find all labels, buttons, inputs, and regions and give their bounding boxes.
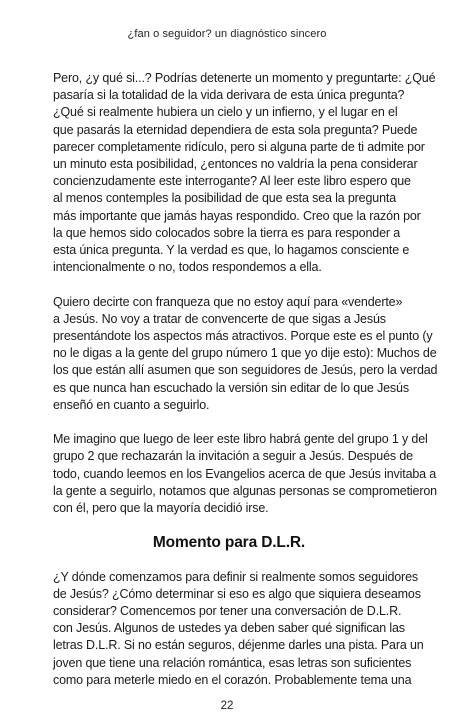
text-line: a Jesús. No voy a tratar de convencerte de que sigas a Jesús (53, 311, 386, 326)
text-line: no le digas a la gente del grupo número 1 que yo dije esto): Muchos de (53, 346, 437, 361)
text-line: intencionalmente o no, todos respondemos a ella. (53, 260, 322, 275)
paragraph-2 (53, 294, 438, 414)
text-line: como para meterle miedo en el corazón. Probablemente tema una (53, 672, 412, 687)
page-number: 22 (220, 700, 234, 712)
text-line: la gente a seguirlo, notamos que algunas personas se comprometieron (53, 483, 437, 498)
body-text (53, 70, 438, 706)
text-line: considerar? Comencemos por tener una conversación de D.L.R. (53, 604, 402, 619)
text-line: parecer completamente ridículo, pero si alguna parte de ti admite por (53, 139, 425, 154)
text-line: con él, pero que la mayoría decidió irse. (53, 501, 269, 516)
text-line: joven que tiene una relación romántica, esas letras son suficientes (53, 655, 412, 670)
text-line: todo, cuando leemos en los Evangelios acerca de que Jesús invitaba a (53, 466, 437, 481)
paragraph-3 (53, 431, 437, 517)
text-line: pasaría si la totalidad de la vida derivara de esta única pregunta? (53, 88, 405, 103)
text-line: la que hemos sido colocados sobre la tierra es para responder a (53, 225, 401, 240)
text-line: que pasarás la eternidad dependiera de esta sola pregunta? Puede (53, 122, 418, 137)
text-line: es que nunca han escuchado la versión sin editar de lo que Jesús (53, 380, 409, 395)
text-line: presentándote los aspectos más atractivos. Porque este es el punto (y (53, 329, 433, 344)
paragraph-1 (53, 70, 436, 276)
text-line: Pero, ¿y qué si...? Podrías detenerte un momento y preguntarte: ¿Qué (53, 71, 436, 85)
text-line: grupo 2 que rechazarán la invitación a seguir a Jesús. Después de (53, 449, 413, 464)
text-line: con Jesús. Algunos de ustedes ya deben saber qué significan las (53, 621, 405, 636)
text-line: de Jesús? ¿Cómo determinar si eso es algo que siquiera deseamos (53, 586, 421, 601)
section-paragraph (53, 569, 424, 689)
text-line: enseñó en cuanto a seguirlo. (53, 397, 210, 412)
text-line: Me imagino que luego de leer este libro habrá gente del grupo 1 y del (53, 432, 428, 447)
running-header: ¿fan o seguidor? un diagnóstico sincero (127, 28, 327, 40)
text-line: esta única pregunta. Y la verdad es que, lo hagamos consciente e (53, 243, 410, 258)
text-line: concienzudamente este interrogante? Al leer este libro espero que (53, 174, 411, 189)
text-line: ¿Qué si realmente hubiera un cielo y un infierno, y el lugar en el (53, 105, 398, 120)
text-line: al menos contemples la posibilidad de que esta sea la pregunta (53, 191, 397, 206)
text-line: un minuto esta posibilidad, ¿entonces no valdría la pena considerar (53, 157, 418, 172)
text-line: los que están allí asumen que son seguidores de Jesús, pero la verdad (53, 363, 438, 378)
text-line: más importante que jamás hayas respondido. Creo que la razón por (53, 208, 421, 223)
text-line: letras D.L.R. Si no están seguros, déjenme darles una pista. Para un (53, 638, 424, 653)
section-heading: Momento para D.L.R. (152, 534, 306, 552)
text-line: ¿Y dónde comenzamos para definir si realmente somos seguidores (53, 569, 418, 584)
text-line: Quiero decirte con franqueza que no estoy aquí para «venderte» (53, 294, 403, 309)
